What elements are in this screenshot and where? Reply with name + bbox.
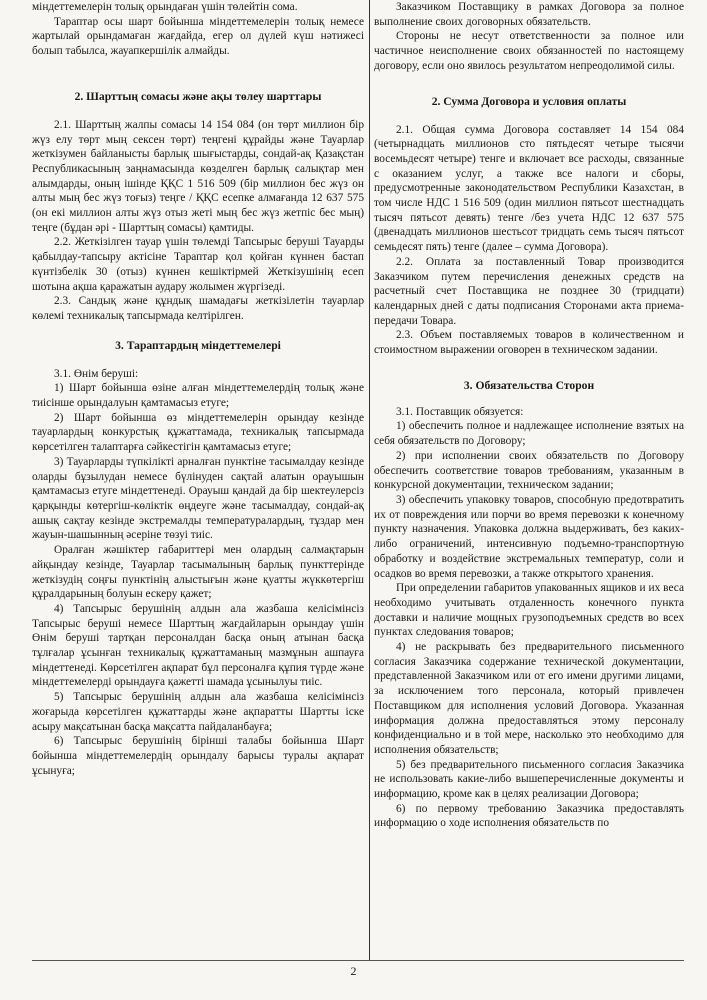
left-section-3-heading: 3. Тараптардың міндеттемелері [115, 338, 281, 352]
right-clause-3-1-3: 3) обеспечить упаковку товаров, способную предотвратить их от повреждения или порчи во время перевозки к конечному пункту назначения. Упаковка должна выдерживать, без каких-либо ограничений, интенсивную подъемно-транспортную обработку и воздействие экстремальных температур, соли и осадков во время перевозки, а также открытого хранения. [374, 493, 684, 580]
right-clause-3-1-4: 4) не раскрывать без предварительного письменного согласия Заказчика содержание технической документации, представленной Заказчиком или от его имени другими лицами, за исключением того персонала, который привлечен Поставщиком для исполнения условий Договора. Указанная информация должна предоставляться этому персоналу конфиденциально и в той мере, насколько это необходимо для исполнения обязательств; [374, 641, 684, 756]
right-clause-2-3: 2.3. Объем поставляемых товаров в количественном и стоимостном выражении оговорен в техническом задании. [374, 329, 684, 357]
kazakh-column [32, 0, 364, 960]
left-clause-3-1-4: 4) Тапсырыс берушінің алдын ала жазбаша келісімінсіз Тапсырыс беруші немесе Шарттың жағдайларын орындау үшін Өнім беруші тартқан персоналдан басқа оның атынан басқа тұлғалар ұсынған техникалық құжаттаманың мазмұнын ашпауға міндеттенеді. Көрсетілген ақпарат бұл персоналға құпия түрде және міндеттемелерді орындауға қажетті шамада ұсынылуы тиіс. [32, 602, 364, 689]
right-section-3-heading: 3. Обязательства Сторон [463, 378, 595, 392]
right-clause-3-1-5: 5) без предварительного письменного согласия Заказчика не использовать какие-либо вышеперечисленные документы и информацию, кроме как в целях реализации Договора; [374, 758, 684, 801]
right-intro-paragraph-1: Заказчиком Поставщику в рамках Договора за полное выполнение своих договорных обязательств. [374, 1, 684, 28]
left-intro-paragraph-1: міндеттемелерін толық орындаған үшін төлейтін сома. [32, 1, 298, 13]
bottom-rule [32, 960, 684, 961]
left-clause-3-1-1: 1) Шарт бойынша өзіне алған міндеттемелердің толық және тиісінше орындалуын қамтамасыз етуге; [32, 382, 364, 410]
russian-column [374, 0, 684, 960]
right-clause-3-1-1: 1) обеспечить полное и надлежащее исполнение взятых на себя обязательств по Договору; [374, 420, 684, 448]
left-clause-3-1-6: 6) Тапсырыс берушінің бірінші талабы бойынша Шарт бойынша міндеттемелердің орындалу барысы туралы ақпарат ұсынуға; [32, 735, 364, 777]
left-clause-2-1: 2.1. Шарттың жалпы сомасы 14 154 084 (он төрт миллион бір жүз елу төрт мың сексен төрт) теңгені құрайды және Тауарлар жеткізумен байланысты барлық шығыстарды, сондай-ақ Қазақстан Республикасының заңнамасында көзделген барлық салықтар мен алымдарды, оның ішінде ҚҚС 1 516 509 (бір миллион бес жүз он алты мың бес жүз тоғыз) теңге / ҚҚС есепке алмағанда 12 637 575 (он екі миллион алты жүз отыз жеті мың бес жүз жетпіс бес мың) теңге (бұдан әрі - Шарттың сомасы) қамтиды. [32, 118, 364, 234]
right-clause-3-1: 3.1. Поставщик обязуется: [396, 405, 524, 418]
column-divider [369, 0, 370, 960]
right-clause-2-2: 2.2. Оплата за поставленный Товар производится Заказчиком путем перечисления денежных средств на расчетный счет Поставщика не позднее 30 (тридцати) календарных дней с даты подписания Сторонами акта приема-передачи Товара. [374, 255, 684, 327]
right-clause-3-1-6: 6) по первому требованию Заказчика предоставлять информацию о ходе исполнения обязательств по [374, 802, 684, 830]
right-section-2-heading: 2. Сумма Договора и условия оплаты [431, 94, 627, 108]
left-clause-2-3: 2.3. Сандық және құндық шамадағы жеткізілетін тауарлар көлемі техникалық тапсырмада келтірілген. [32, 295, 364, 322]
right-clause-2-1: 2.1. Общая сумма Договора составляет 14 154 084 (четырнадцать миллионов сто пятьдесят четыре тысячи восемьдесят четыре) тенге и включает все расходы, связанные с оказанием услуг, а также все налоги и сборы, предусмотренные законодательством Республики Казахстан, в том числе НДС 1 516 509 (один миллион пятьсот шестнадцать тысяч пятьсот девять) тенге /без учета НДС 12 637 575 (двенадцать миллионов шестьсот тридцать семь тысяч пятьсот семьдесят пять) тенге (далее – сумма Договора). [374, 123, 684, 254]
right-clause-3-1-2: 2) при исполнении своих обязательств по Договору обеспечить соответствие товаров требованиям, указанным в конкурсной документации, техническом задании; [374, 449, 684, 492]
left-section-2-heading: 2. Шарттың сомасы және ақы төлеу шарттары [74, 89, 322, 103]
right-intro-paragraph-2: Стороны не несут ответственности за полное или частичное неисполнение своих обязанностей по настоящему договору, если оно явилось результатом непреодолимой силы. [374, 30, 684, 72]
right-clause-3-1-3b: При определении габаритов упакованных ящиков и их веса необходимо учитывать отдаленность конечного пункта доставки и наличие мощных грузоподъемных средств во всех пунктах следования товаров; [374, 582, 684, 639]
page-number: 2 [350, 964, 357, 978]
left-clause-3-1-5: 5) Тапсырыс берушінің алдын ала жазбаша келісімінсіз жоғарыда көрсетілген құжаттарды және ақпаратты Шартты іске асыру мақсатынан басқа мақсатта пайдаланбауға; [32, 691, 364, 733]
left-intro-paragraph-2: Тараптар осы шарт бойынша міндеттемелерін толық немесе жартылай орындамаған жағдайда, егер ол дүлей күш нәтижесі болып табылса, жауапкершілік алмайды. [32, 15, 364, 58]
left-clause-3-1: 3.1. Өнім беруші: [54, 367, 139, 380]
left-clause-3-1-3b: Оралған жәшіктер габариттері мен олардың салмақтарын айқындау кезінде, Тауарлар тасымалының барлық пункттерінде жеткізудің соңғы пунктінің алыстығын және қуатты жүккөтергіш құралдарының болуын ескеру қажет; [32, 544, 364, 601]
left-clause-3-1-3: 3) Тауарларды түпкілікті арналған пунктіне тасымалдау кезінде оларды бұзылудан немесе бүлінуден сақтай алатын орауышын қамтамасыз етуге міндеттенеді. Орауыш қандай да бір шектеулерсіз қарқынды көтергіш-көліктік өңдеуге және тасымалдау, сондай-ақ ашық сақтау кезінде экстремалды температуралардың, тұздар мен жауын-шашынның әсеріне төзуі тиіс. [32, 455, 364, 542]
left-clause-2-2: 2.2. Жеткізілген тауар үшін төлемді Тапсырыс беруші Тауарды қабылдау-тапсыру актісіне Тараптар қол қойған күннен бастап күнтізбелік 30 (отыз) күннен кешіктірмей Жеткізушінің есеп шотына ақша қаражатын аудару жолымен жүргізеді. [32, 236, 364, 293]
left-clause-3-1-2: 2) Шарт бойынша өз міндеттемелерін орындау кезінде тауарлардың конкурстық құжаттамада, техникалық тапсырмада көрсетілген талаптарға сәйкестігін қамтамасыз етуге; [32, 411, 364, 454]
